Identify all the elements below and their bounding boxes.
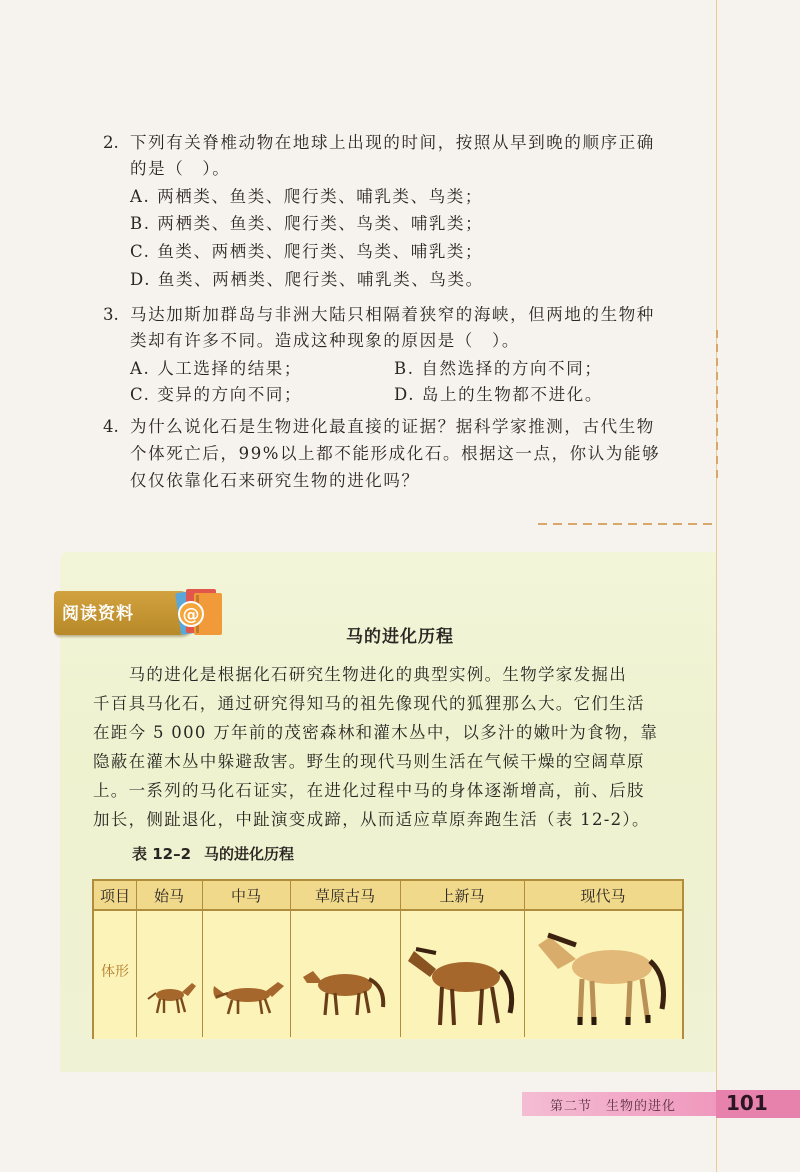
footer-section-title: 第二节 生物的进化 — [550, 1099, 677, 1114]
reading-line-5: 上。一系列的马化石证实，在进化过程中马的身体逐渐增高，前、后肢 — [93, 781, 645, 800]
question-4-line-3: 仅仅依靠化石来研究生物的进化吗？ — [130, 471, 420, 490]
question-4-number: 4. — [103, 417, 119, 436]
svg-text:@: @ — [182, 605, 200, 625]
reading-line-1: 马的进化是根据化石研究生物进化的典型实例。生物学家发掘出 — [93, 665, 627, 684]
table-row-label-body-shape: 体形 — [101, 964, 129, 980]
merychippus-image — [299, 961, 391, 1019]
table-header-item: 项目 — [99, 887, 130, 905]
table-header-merychippus: 草原古马 — [314, 887, 375, 905]
question-3-number: 3. — [103, 305, 119, 324]
mesohippus-image — [208, 977, 286, 1017]
question-2-line-2: 的是（ ）。 — [130, 159, 231, 178]
evolution-table — [92, 879, 684, 1039]
question-2-option-b: B. 两栖类、鱼类、爬行类、鸟类、哺乳类； — [130, 214, 484, 233]
table-header-modern-horse: 现代马 — [580, 887, 626, 905]
page-number: 101 — [726, 1091, 768, 1115]
question-2-line-1: 下列有关脊椎动物在地球上出现的时间，按照从早到晚的顺序正确 — [130, 133, 655, 152]
reading-line-4: 隐蔽在灌木丛中躲避敌害。野生的现代马则生活在气候干燥的空阔草原 — [93, 752, 645, 771]
reading-line-6: 加长，侧趾退化，中趾演变成蹄，从而适应草原奔跑生活（表 12-2）。 — [93, 810, 650, 829]
question-3-option-d: D. 岛上的生物都不进化。 — [394, 385, 603, 404]
question-4-line-1: 为什么说化石是生物进化最直接的证据？据科学家推测，古代生物 — [130, 417, 655, 436]
question-4-line-2: 个体死亡后，99%以上都不能形成化石。根据这一点，你认为能够 — [130, 444, 661, 463]
dashed-margin-line — [716, 330, 718, 480]
question-3-option-a: A. 人工选择的结果； — [130, 359, 303, 378]
reading-line-3: 在距今 5 000 万年前的茂密森林和灌木丛中，以多汁的嫩叶为食物，靠 — [93, 723, 659, 742]
margin-line — [716, 0, 717, 1172]
pliohippus-image — [406, 943, 520, 1029]
eohippus-image — [144, 977, 198, 1017]
table-caption-number: 表 12–2 — [132, 845, 192, 863]
reading-badge-label: 阅读资料 — [62, 604, 134, 624]
question-2-option-c: C. 鱼类、两栖类、爬行类、鸟类、哺乳类； — [130, 242, 484, 261]
question-3-option-b: B. 自然选择的方向不同； — [394, 359, 603, 378]
reading-title: 马的进化历程 — [346, 627, 454, 647]
table-header-eohippus: 始马 — [153, 887, 184, 905]
question-2-option-a: A. 两栖类、鱼类、爬行类、哺乳类、鸟类； — [130, 187, 484, 206]
reading-line-2: 千百具马化石，通过研究得知马的祖先像现代的狐狸那么大。它们生活 — [93, 694, 645, 713]
table-header-pliohippus: 上新马 — [439, 887, 485, 905]
question-2-option-d: D. 鱼类、两栖类、爬行类、哺乳类、鸟类。 — [130, 270, 484, 289]
modern-horse-image — [532, 925, 676, 1029]
table-header-mesohippus: 中马 — [230, 887, 261, 905]
question-3-line-2: 类却有许多不同。造成这种现象的原因是（ ）。 — [130, 331, 520, 350]
question-3-line-1: 马达加斯加群岛与非洲大陆只相隔着狭窄的海峡，但两地的生物种 — [130, 305, 655, 324]
dashed-separator — [538, 523, 718, 525]
question-2-number: 2. — [103, 133, 119, 152]
question-3-option-c: C. 变异的方向不同； — [130, 385, 303, 404]
table-caption-text: 马的进化历程 — [204, 845, 295, 863]
